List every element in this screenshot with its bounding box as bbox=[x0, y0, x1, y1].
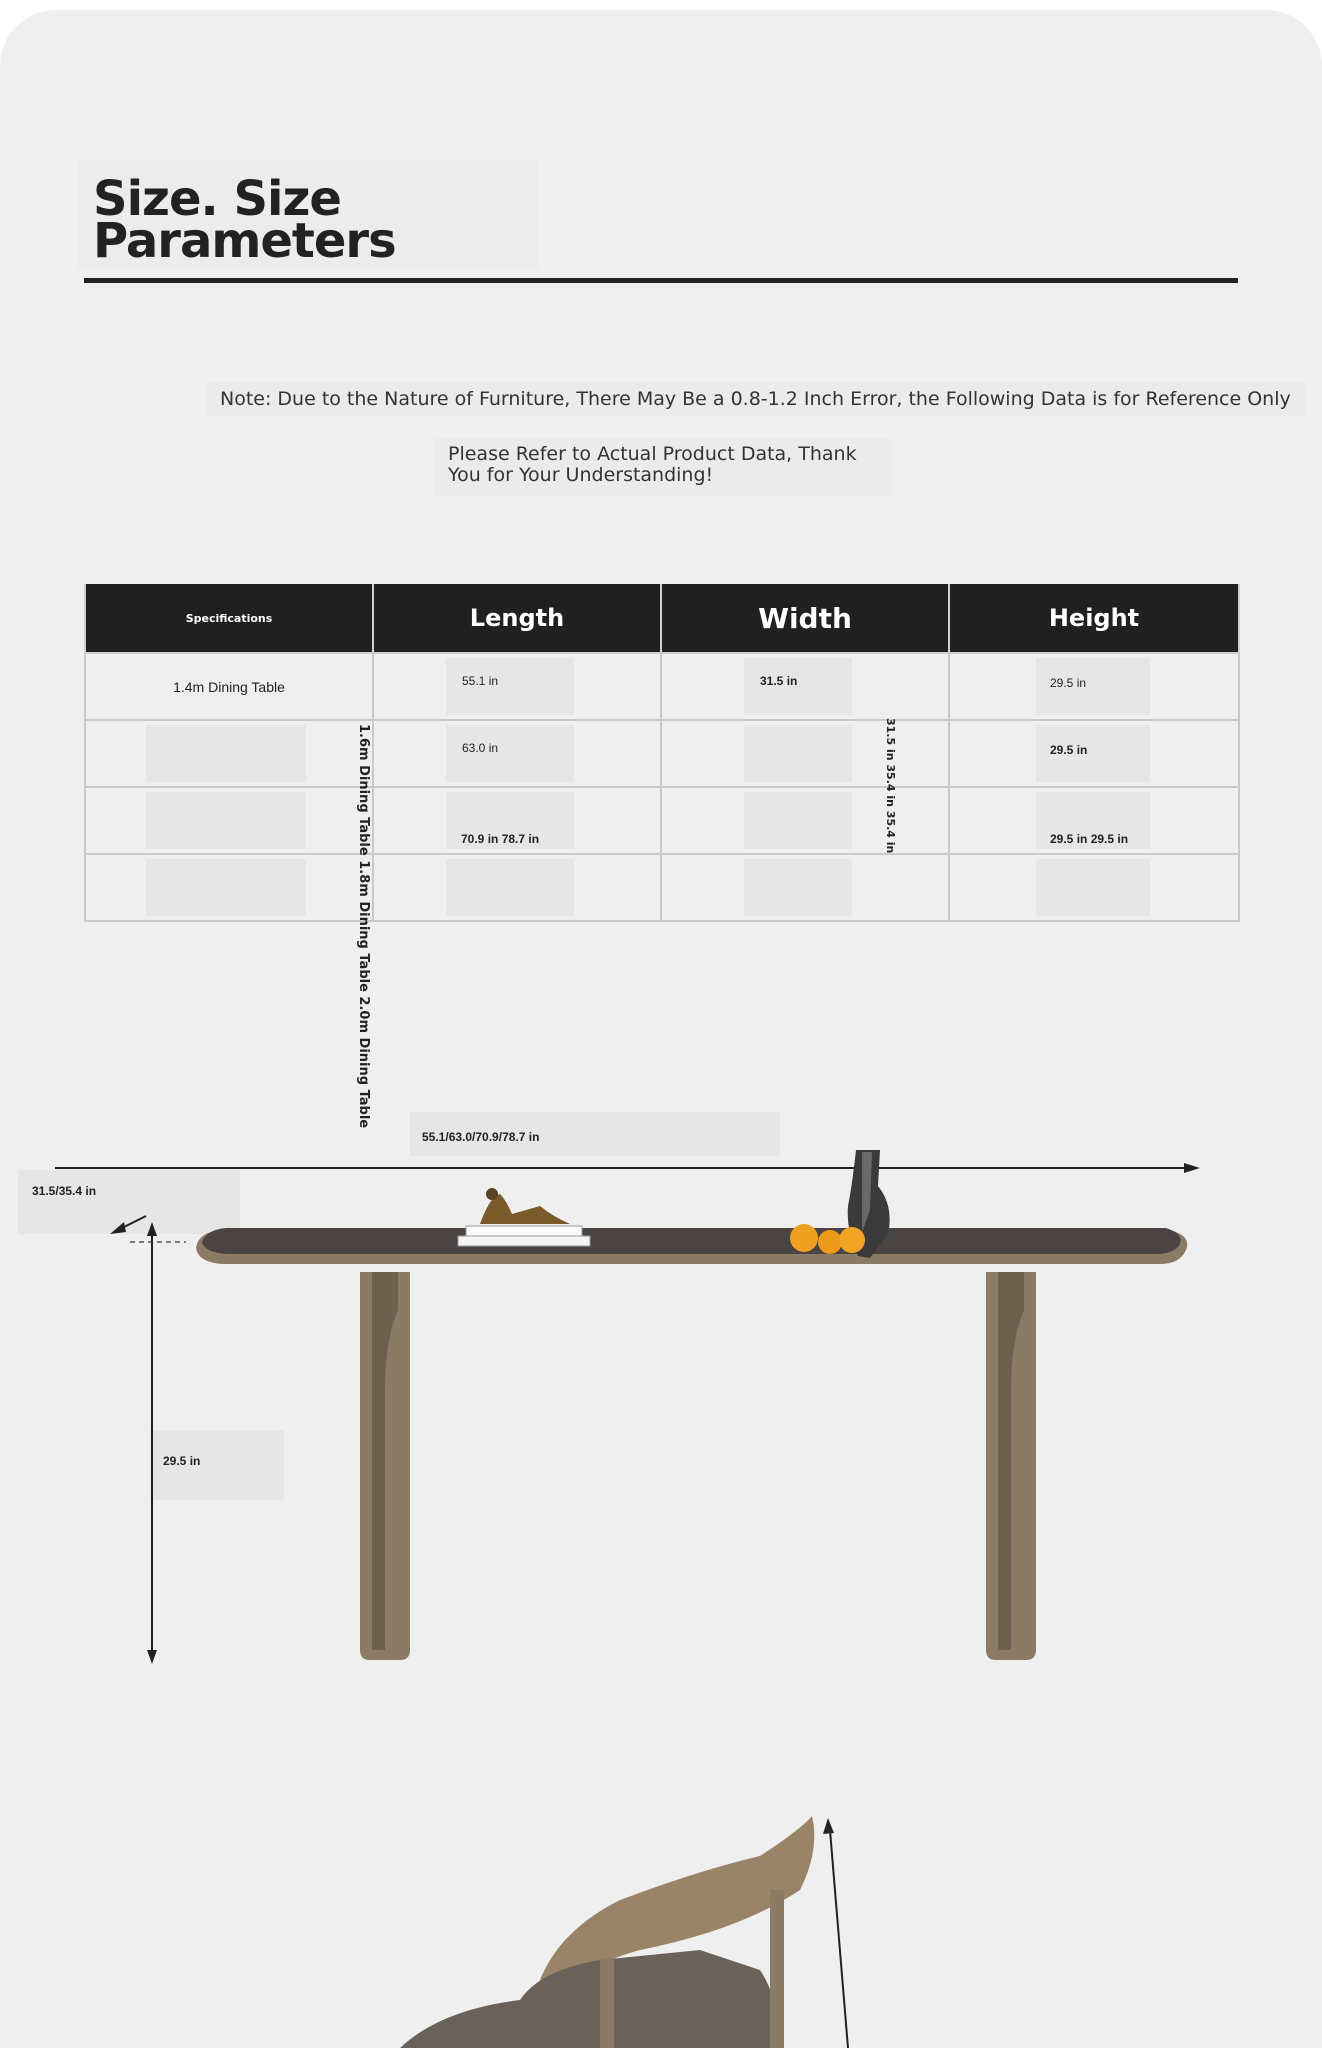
length-arrow-head bbox=[1184, 1163, 1200, 1173]
book-bottom bbox=[458, 1236, 590, 1246]
length-2-value: 63.0 in bbox=[462, 741, 499, 755]
chair-post-left bbox=[600, 1958, 614, 2048]
height-arrow-bottom bbox=[147, 1650, 157, 1664]
spec-page bbox=[0, 10, 1322, 2048]
height-dimension-label: 29.5 in bbox=[163, 1454, 201, 1468]
table-top-surface bbox=[202, 1228, 1181, 1254]
chair-post-right bbox=[770, 1890, 784, 2048]
width-arrow-head bbox=[110, 1222, 126, 1234]
height-3-4-value: 29.5 in 29.5 in bbox=[1050, 832, 1129, 846]
chair-arrow-head bbox=[823, 1818, 834, 1834]
header-specifications: Specifications bbox=[85, 584, 373, 653]
vertical-spec-list: 1.6m Dining Table 1.8m Dining Table 2.0m Dining Table bbox=[356, 724, 371, 1129]
height-1-value: 29.5 in bbox=[1050, 676, 1087, 690]
orange-2 bbox=[818, 1230, 842, 1254]
orange-3 bbox=[839, 1227, 865, 1253]
width-1-value: 31.5 in bbox=[760, 674, 798, 688]
header-width: Width bbox=[661, 584, 949, 653]
note-error-tolerance: Note: Due to the Nature of Furniture, There May Be a 0.8-1.2 Inch Error, the Following Data is for Reference Only bbox=[206, 382, 1305, 416]
spec-1-label: 1.4m Dining Table bbox=[173, 678, 285, 695]
width-dimension-label: 31.5/35.4 in bbox=[32, 1184, 97, 1198]
vertical-width-list: 31.5 in 35.4 in 35.4 in bbox=[884, 718, 897, 854]
note-refer-actual: Please Refer to Actual Product Data, Thank You for Your Understanding! bbox=[434, 438, 892, 496]
length-dimension-label: 55.1/63.0/70.9/78.7 in bbox=[422, 1130, 540, 1144]
header-height: Height bbox=[949, 584, 1239, 653]
figurine-head bbox=[486, 1188, 498, 1200]
length-3-4-value: 70.9 in 78.7 in bbox=[461, 832, 540, 846]
height-arrow-top bbox=[147, 1222, 157, 1236]
length-1-value: 55.1 in bbox=[462, 674, 499, 688]
chair-seat bbox=[400, 1950, 780, 2048]
title-line-2: Parameters bbox=[93, 213, 396, 269]
product-illustration bbox=[0, 10, 1322, 2048]
orange-1 bbox=[790, 1224, 818, 1252]
header-length: Length bbox=[373, 584, 661, 653]
height-2-value: 29.5 in bbox=[1050, 743, 1088, 757]
title-line-1: Size. Size bbox=[93, 171, 341, 227]
book-top bbox=[466, 1226, 582, 1236]
chair-height-arrow bbox=[830, 1830, 848, 2048]
